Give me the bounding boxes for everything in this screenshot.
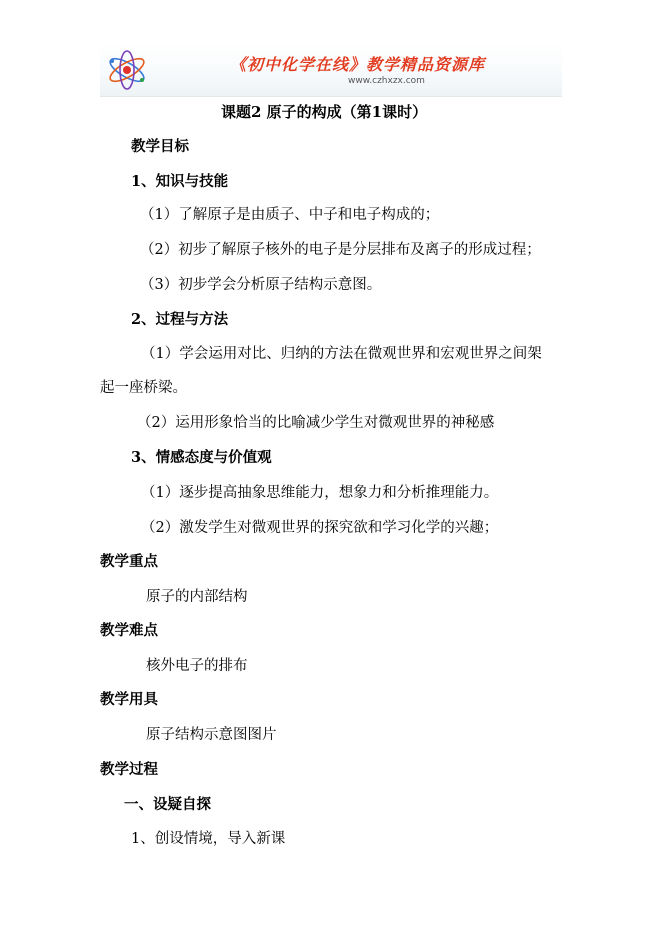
tools-heading: 教学用具	[100, 691, 158, 708]
list-item: （2）运用形象恰当的比喻减少学生对微观世界的神秘感	[137, 415, 495, 431]
atom-logo-icon	[104, 47, 150, 93]
section-3-heading: 3、情感态度与价值观	[131, 449, 272, 466]
section-2-heading: 2、过程与方法	[131, 311, 229, 328]
step-1-heading: 一、设疑自探	[124, 796, 211, 813]
list-item: （2）初步了解原子核外的电子是分层排布及离子的形成过程；	[140, 242, 541, 258]
brand-title: 《初中化学在线》教学精品资源库	[230, 55, 486, 74]
list-item-continuation: 起一座桥梁。	[100, 380, 187, 396]
list-item: （1）逐步提高抽象思维能力，想象力和分析推理能力。	[141, 485, 499, 501]
goals-heading: 教学目标	[131, 138, 189, 155]
tools-text: 原子结构示意图图片	[146, 727, 277, 743]
header-banner	[100, 44, 562, 97]
process-heading: 教学过程	[100, 761, 158, 778]
key-points-heading: 教学重点	[100, 553, 158, 570]
list-item: （2）激发学生对微观世界的探究欲和学习化学的兴趣；	[141, 520, 499, 536]
section-1-heading: 1、知识与技能	[131, 173, 229, 190]
list-item: （1）了解原子是由质子、中子和电子构成的；	[140, 207, 440, 223]
list-item: （3）初步学会分析原子结构示意图。	[140, 277, 382, 293]
brand-url: www.czhxzx.com	[348, 76, 425, 86]
step-1-item: 1、创设情境，导入新课	[131, 831, 286, 847]
page-title: 课题2 原子的构成（第1课时）	[221, 103, 428, 121]
list-item: （1）学会运用对比、归纳的方法在微观世界和宏观世界之间架	[141, 346, 542, 362]
difficulty-text: 核外电子的排布	[146, 658, 248, 674]
key-points-text: 原子的内部结构	[146, 589, 248, 605]
difficulty-heading: 教学难点	[100, 622, 158, 639]
